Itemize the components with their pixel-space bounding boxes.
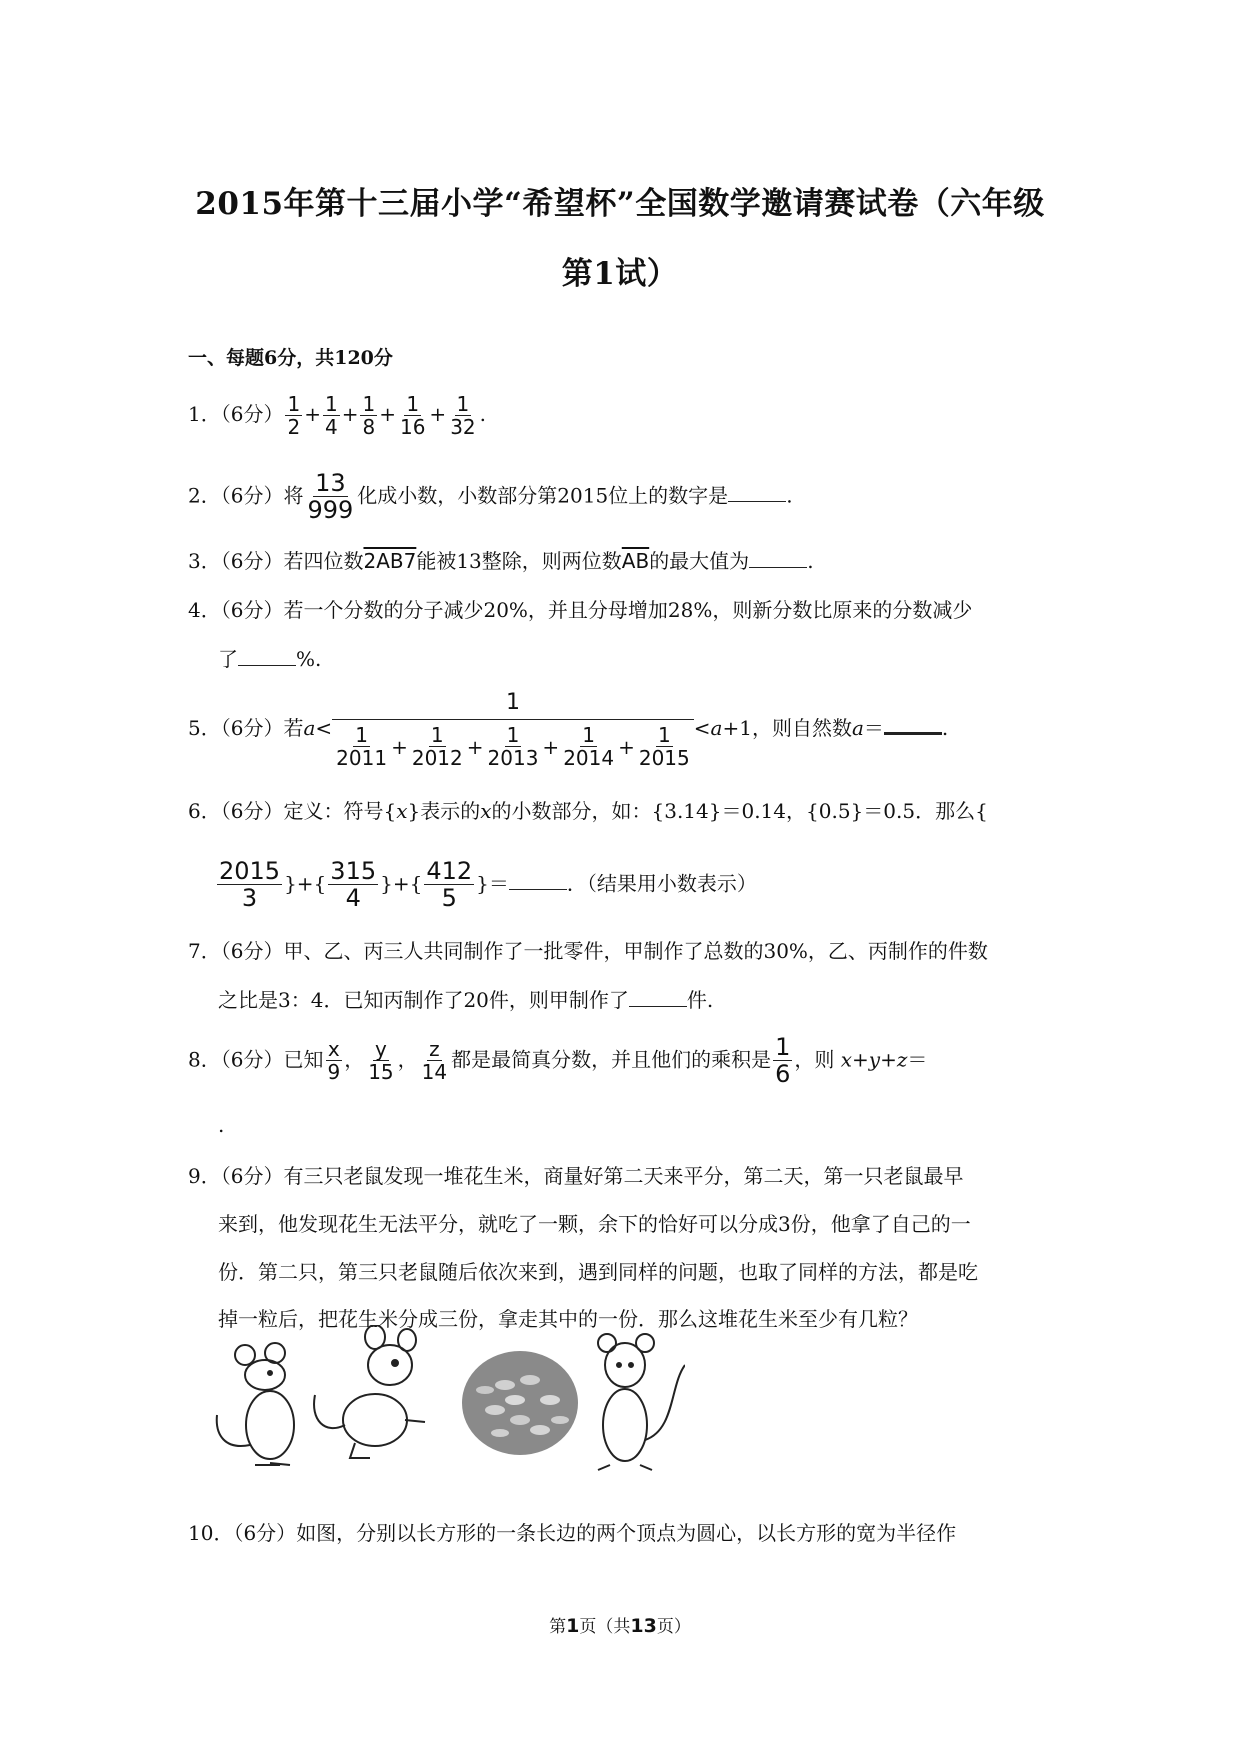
less-than: < <box>693 716 711 740</box>
expression-xyz: x+y+z <box>840 1047 908 1072</box>
title-line-2: 第1试） <box>561 256 679 292</box>
fraction <box>773 1034 792 1088</box>
numerator: 13 <box>315 469 346 497</box>
complex-fraction <box>332 690 694 769</box>
denominator: 4 <box>324 415 338 439</box>
question-number: 2． <box>188 483 221 508</box>
variable-a: a <box>851 716 864 740</box>
question-number: 4． <box>188 598 221 622</box>
question-text: 件. <box>686 988 714 1012</box>
variable-a: a <box>710 716 723 740</box>
equals-sign: ＝ <box>907 1047 928 1072</box>
footer-text: 页） <box>656 1617 691 1637</box>
question-4 <box>188 594 972 623</box>
question-6 <box>188 795 988 824</box>
numerator: 315 <box>330 857 377 885</box>
fraction <box>486 724 541 769</box>
fraction <box>366 1038 395 1083</box>
fraction <box>424 858 474 912</box>
question-number: 1． <box>188 402 221 426</box>
denominator: 2014 <box>563 746 615 770</box>
fraction <box>410 724 465 769</box>
period: . <box>479 402 486 426</box>
variable-x: x <box>480 799 492 823</box>
fraction <box>398 393 427 438</box>
numerator: 2015 <box>219 857 281 885</box>
numerator: 1 <box>775 1033 791 1061</box>
numerator: 1 <box>287 392 301 416</box>
question-score: （6分） <box>220 402 284 426</box>
denominator: 16 <box>399 415 426 439</box>
numerator: 1 <box>324 392 338 416</box>
question-text: }表示的 <box>407 799 481 823</box>
fraction <box>420 1038 449 1083</box>
question-7 <box>188 935 988 964</box>
plus-sign: + <box>304 402 321 426</box>
denominator: 3 <box>241 884 258 913</box>
footer-text: 第 <box>549 1617 567 1637</box>
denominator: 2013 <box>487 746 539 770</box>
question-number: 9． <box>188 1164 221 1188</box>
answer-blank[interactable] <box>629 986 687 1007</box>
question-4-line-2 <box>218 643 321 672</box>
fraction <box>328 858 378 912</box>
question-text: 能被13整除，则两位数 <box>416 549 622 573</box>
question-9-line-3: 份．第二只，第三只老鼠随后依次来到，遇到同样的问题，也取了同样的方法，都是吃 <box>218 1260 978 1284</box>
denominator: 2015 <box>638 746 690 770</box>
period: . <box>786 483 793 508</box>
question-9-line-2: 来到，他发现花生无法平分，就吃了一颗，余下的恰好可以分成3份，他拿了自己的一 <box>218 1212 971 1236</box>
question-10 <box>188 1517 956 1546</box>
overlined-number: 2AB7 <box>363 549 417 573</box>
mice-illustration <box>215 1325 685 1475</box>
fraction <box>448 393 477 438</box>
question-text: 若一个分数的分子减少20%，并且分母增加28%，则新分数比原来的分数减少 <box>283 598 973 622</box>
question-7-line-2 <box>218 984 713 1013</box>
numerator: 1 <box>582 723 595 747</box>
plus-sign: + <box>341 402 359 426</box>
question-number: 6． <box>188 799 221 823</box>
numerator: 1 <box>362 392 376 416</box>
question-6-line-2 <box>215 858 757 912</box>
plus-sign: + <box>379 402 396 426</box>
numerator: 1 <box>456 392 470 416</box>
comma: ， <box>344 1047 365 1072</box>
fraction <box>561 724 616 769</box>
question-score: （6分） <box>220 1164 284 1188</box>
numerator: x <box>327 1037 340 1062</box>
question-text: 了 <box>218 647 238 671</box>
question-score: （6分） <box>220 799 284 823</box>
equals-sign: ＝ <box>863 716 884 740</box>
question-score: （6分） <box>220 598 284 622</box>
question-text: 定义：符号{ <box>283 799 397 823</box>
brace-separator: }+{ <box>284 871 327 896</box>
question-score: （6分） <box>220 1047 284 1072</box>
question-text: 如图，分别以长方形的一条长边的两个顶点为圆心，以长方形的宽为半径作 <box>296 1521 957 1545</box>
mice-and-peanuts-image <box>215 1325 685 1475</box>
denominator: 5 <box>441 884 457 913</box>
denominator-sum <box>332 720 694 769</box>
peanut-pile-icon <box>462 1351 578 1455</box>
denominator: 2 <box>287 415 301 439</box>
question-text: 有三只老鼠发现一堆花生米，商量好第二天来平分，第二天，第一只老鼠最早 <box>283 1164 964 1188</box>
variable-x: x <box>396 799 408 823</box>
answer-blank[interactable] <box>749 547 807 568</box>
question-5 <box>188 690 948 769</box>
question-number: 3． <box>188 549 221 573</box>
denominator: 2012 <box>411 746 463 770</box>
question-text: ，则 <box>794 1047 841 1072</box>
question-text: 之比是3：4．已知丙制作了20件，则甲制作了 <box>218 988 629 1012</box>
question-text: 的最大值为 <box>649 549 750 573</box>
denominator: 32 <box>450 415 476 439</box>
question-number: 5． <box>188 716 221 740</box>
title-line-1: 2015年第十三届小学“希望杯”全国数学邀请赛试卷（六年级 <box>195 186 1045 222</box>
overlined-number: $\overline{AB}$ <box>621 549 650 573</box>
answer-blank[interactable] <box>238 645 296 666</box>
numerator: 1 <box>506 723 520 747</box>
question-text: 将 <box>283 483 304 508</box>
mouse-icon <box>217 1343 294 1465</box>
denominator: 14 <box>421 1060 448 1085</box>
question-1 <box>188 393 486 438</box>
question-text: 都是最简真分数，并且他们的乘积是 <box>451 1047 772 1072</box>
page-footer <box>0 1612 1240 1637</box>
brace-separator: }+{ <box>380 871 423 896</box>
numerator: 1 <box>406 392 420 416</box>
question-text: 已知 <box>283 1047 324 1072</box>
question-text: 甲、乙、丙三人共同制作了一批零件，甲制作了总数的30%，乙、丙制作的件数 <box>283 939 988 963</box>
denominator: 6 <box>775 1060 791 1089</box>
fraction <box>637 724 692 769</box>
question-2 <box>188 470 793 524</box>
question-number: 10． <box>188 1521 234 1545</box>
denominator: 4 <box>345 884 361 913</box>
page-number: 1 <box>566 1615 580 1637</box>
answer-blank[interactable] <box>884 712 942 735</box>
section-heading: 一、每题6分，共120分 <box>188 347 393 369</box>
question-8-line-2 <box>218 1113 224 1137</box>
fraction <box>334 724 389 769</box>
numerator: 1 <box>657 723 671 747</box>
fraction <box>305 470 355 524</box>
fraction <box>325 1038 342 1083</box>
numerator: 1 <box>355 723 368 747</box>
question-text: 若四位数 <box>283 549 364 573</box>
mouse-icon <box>598 1334 685 1470</box>
fraction <box>323 393 340 438</box>
denominator: 15 <box>368 1060 394 1085</box>
period: . <box>807 549 814 573</box>
question-9 <box>188 1160 963 1189</box>
question-score: （6分） <box>220 549 284 573</box>
question-9-line-4: 掉一粒后，把花生米分成三份，拿走其中的一份．那么这堆花生米至少有几粒？ <box>218 1307 918 1331</box>
question-text: %. <box>296 647 322 671</box>
question-number: 8． <box>188 1047 221 1072</box>
question-3 <box>188 545 814 574</box>
denominator: 999 <box>307 496 354 525</box>
footer-text: 页（共 <box>579 1617 631 1637</box>
fraction <box>360 393 377 438</box>
plus-sign: + <box>466 734 484 759</box>
answer-blank[interactable] <box>728 481 786 502</box>
question-score: （6分） <box>220 939 284 963</box>
plus-sign: + <box>429 402 447 426</box>
question-text: 若 <box>283 716 304 740</box>
numerator: 1 <box>332 690 694 720</box>
fraction <box>217 858 282 912</box>
plus-sign: + <box>391 734 408 759</box>
question-score: （6分） <box>220 483 284 508</box>
comma: ， <box>397 1047 418 1072</box>
plus-sign: + <box>618 734 635 759</box>
denominator: 8 <box>362 415 376 439</box>
less-than: < <box>315 716 333 740</box>
question-text: 的小数部分，如：{3.14}＝0.14，{0.5}＝0.5．那么{ <box>491 799 988 823</box>
numerator: 412 <box>426 857 473 885</box>
mouse-icon <box>314 1325 425 1458</box>
period: . <box>218 1113 225 1137</box>
question-text: ．（结果用小数表示） <box>566 871 757 896</box>
question-text: 化成小数，小数部分第2015位上的数字是 <box>357 483 729 508</box>
denominator: 9 <box>327 1060 341 1085</box>
numerator: y <box>375 1037 387 1062</box>
fraction <box>285 393 302 438</box>
plus-sign: + <box>542 734 560 759</box>
question-score: （6分） <box>233 1521 297 1545</box>
numerator: z <box>429 1037 440 1062</box>
total-pages: 13 <box>630 1615 657 1637</box>
question-number: 7． <box>188 939 221 963</box>
question-8 <box>188 1034 927 1088</box>
numerator: 1 <box>430 723 444 747</box>
brace-close-equals: }＝ <box>476 871 509 896</box>
denominator: 2011 <box>336 746 388 770</box>
question-text: +1，则自然数 <box>722 716 852 740</box>
answer-blank[interactable] <box>509 869 567 890</box>
question-score: （6分） <box>220 716 284 740</box>
variable-a: a <box>303 716 316 740</box>
period: . <box>941 716 949 740</box>
